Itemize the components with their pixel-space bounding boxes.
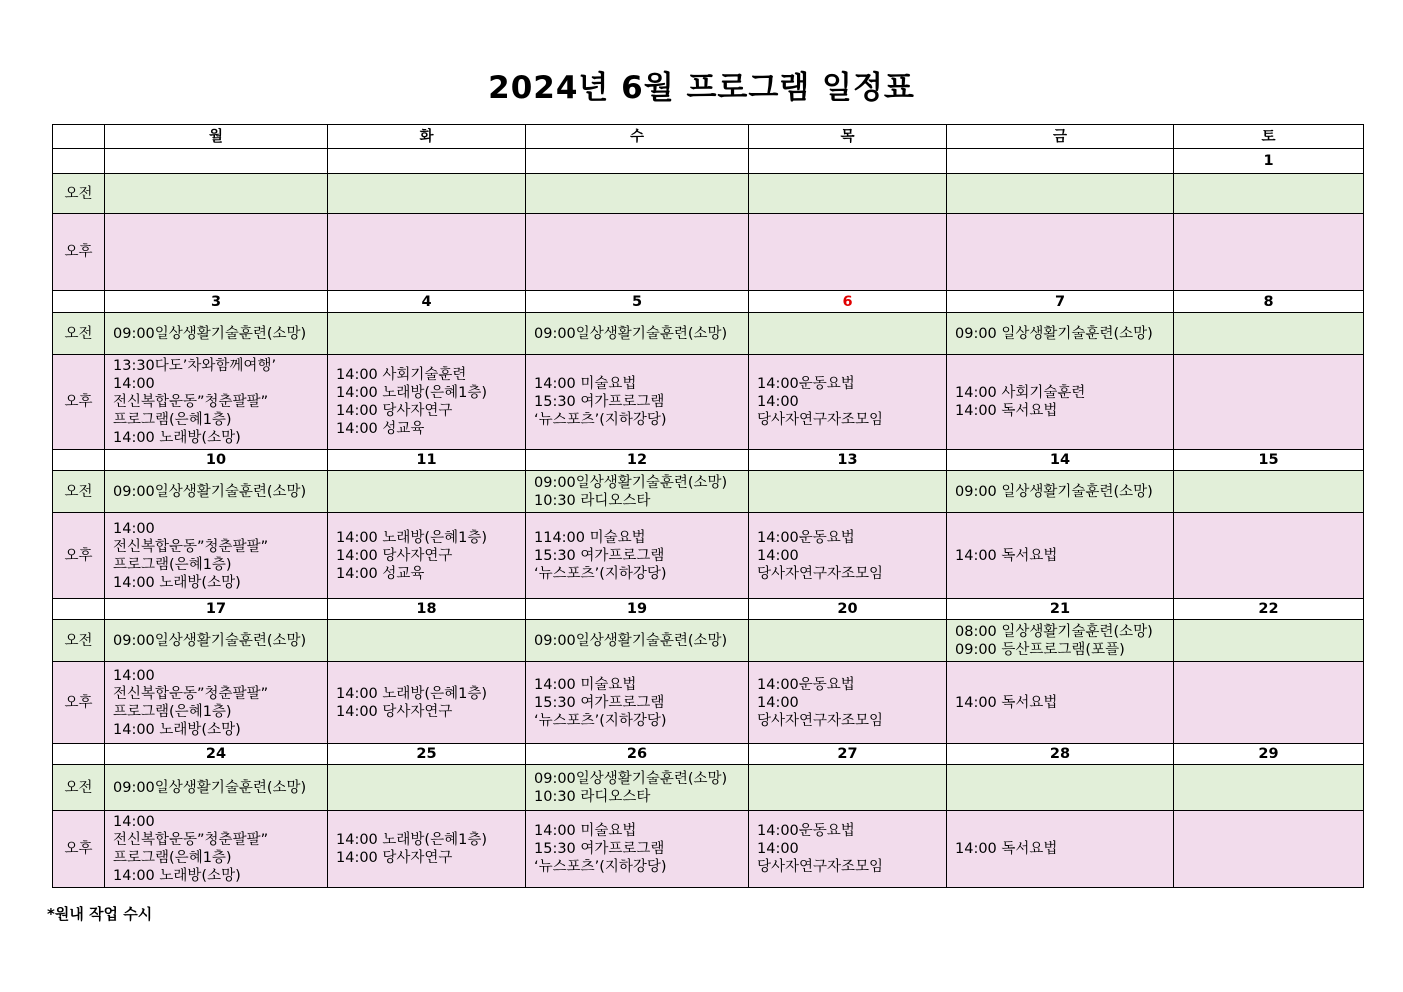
program-entry: 14:00 — [757, 547, 799, 564]
date-number: 25 — [328, 744, 526, 765]
program-entry: 15:30 여가프로그램 — [534, 394, 665, 410]
date-number: 12 — [526, 450, 749, 471]
program-entry: 14:00 당사자연구 — [336, 850, 453, 866]
date-number: 22 — [1174, 599, 1364, 620]
program-entry: 09:00일상생활기술훈련(소망) — [534, 474, 728, 491]
schedule-cell — [947, 174, 1174, 214]
program-entry: 14:00 — [113, 520, 155, 537]
program-entry: 전신복합운동”청춘팔팔” — [113, 685, 269, 702]
program-entry: 14:00 사회기술훈련 — [336, 367, 467, 383]
program-entry: 14:00 노래방(소망) — [113, 721, 241, 738]
date-row-spacer — [53, 744, 105, 765]
afternoon-row — [53, 214, 1364, 291]
date-number — [749, 149, 947, 174]
schedule-cell — [947, 620, 1174, 662]
program-entry: 14:00 — [757, 394, 799, 410]
date-number: 26 — [526, 744, 749, 765]
date-row-spacer — [53, 149, 105, 174]
schedule-cell — [105, 662, 328, 744]
program-entry: 14:00 당사자연구 — [336, 703, 453, 720]
schedule-cell — [105, 513, 328, 599]
date-number: 28 — [947, 744, 1174, 765]
program-entry: 14:00 성교육 — [336, 421, 425, 437]
date-number: 3 — [105, 291, 328, 313]
date-number: 14 — [947, 450, 1174, 471]
morning-row — [53, 765, 1364, 811]
program-entry: 09:00일상생활기술훈련(소망) — [534, 770, 728, 787]
schedule-cell — [749, 471, 947, 513]
date-number: 5 — [526, 291, 749, 313]
morning-label: 오전 — [53, 313, 105, 355]
schedule-cell — [947, 214, 1174, 291]
program-entry: ‘뉴스포츠’(지하강당) — [534, 565, 667, 582]
date-number — [526, 149, 749, 174]
schedule-cell — [749, 313, 947, 355]
program-entry: 14:00운동요법 — [757, 823, 855, 839]
schedule-cell — [105, 620, 328, 662]
date-row — [53, 450, 1364, 471]
program-entry: 프로그램(은혜1층) — [113, 703, 232, 720]
date-number: 21 — [947, 599, 1174, 620]
date-number: 8 — [1174, 291, 1364, 313]
program-entry: 09:00일상생활기술훈련(소망) — [534, 325, 728, 342]
schedule-cell — [328, 471, 526, 513]
afternoon-label: 오후 — [53, 214, 105, 291]
corner-cell — [53, 125, 105, 149]
program-entry: 09:00일상생활기술훈련(소망) — [113, 632, 307, 649]
schedule-cell — [526, 174, 749, 214]
program-entry: 14:00 독서요법 — [955, 547, 1058, 564]
schedule-cell — [105, 471, 328, 513]
schedule-table — [52, 124, 1364, 888]
morning-row — [53, 313, 1364, 355]
program-entry: 14:00 독서요법 — [955, 694, 1058, 711]
schedule-cell — [947, 662, 1174, 744]
date-number: 7 — [947, 291, 1174, 313]
morning-row — [53, 174, 1364, 214]
program-entry: 14:00 노래방(소망) — [113, 574, 241, 591]
date-row-spacer — [53, 291, 105, 313]
morning-row — [53, 471, 1364, 513]
schedule-cell — [749, 765, 947, 811]
schedule-cell — [749, 214, 947, 291]
weekday-header-row — [53, 125, 1364, 149]
program-entry: 14:00 사회기술훈련 — [955, 385, 1086, 401]
date-row — [53, 599, 1364, 620]
program-entry: 15:30 여가프로그램 — [534, 694, 665, 711]
schedule-cell — [947, 313, 1174, 355]
program-entry: 09:00 등산프로그램(포플) — [955, 641, 1125, 658]
weekday-header: 화 — [328, 125, 526, 149]
date-row — [53, 744, 1364, 765]
morning-label: 오전 — [53, 174, 105, 214]
program-entry: 프로그램(은혜1층) — [113, 556, 232, 573]
program-entry: 14:00 성교육 — [336, 565, 425, 582]
program-entry: 14:00운동요법 — [757, 376, 855, 392]
afternoon-row — [53, 811, 1364, 888]
weekday-header: 월 — [105, 125, 328, 149]
schedule-cell — [526, 513, 749, 599]
weekday-header: 토 — [1174, 125, 1364, 149]
afternoon-row — [53, 662, 1364, 744]
weekday-header: 목 — [749, 125, 947, 149]
program-entry: 당사자연구자조모임 — [757, 859, 884, 875]
program-entry: 14:00운동요법 — [757, 676, 855, 693]
schedule-cell — [947, 765, 1174, 811]
schedule-cell — [105, 765, 328, 811]
schedule-cell — [1174, 620, 1364, 662]
program-entry: 14:00 — [757, 694, 799, 711]
date-number: 15 — [1174, 450, 1364, 471]
schedule-cell — [749, 513, 947, 599]
program-entry: 14:00 노래방(소망) — [113, 430, 241, 446]
date-number: 24 — [105, 744, 328, 765]
program-entry: 14:00 당사자연구 — [336, 547, 453, 564]
schedule-cell — [526, 214, 749, 291]
program-entry: 14:00 — [113, 667, 155, 684]
schedule-cell — [526, 313, 749, 355]
program-entry: 프로그램(은혜1층) — [113, 850, 232, 866]
program-entry: 프로그램(은혜1층) — [113, 412, 232, 428]
schedule-cell — [1174, 355, 1364, 450]
program-entry: 14:00 독서요법 — [955, 841, 1058, 857]
date-number: 1 — [1174, 149, 1364, 174]
program-entry: 14:00 — [757, 841, 799, 857]
footnote: *원내 작업 수시 — [47, 905, 153, 923]
schedule-cell — [328, 513, 526, 599]
afternoon-label: 오후 — [53, 355, 105, 450]
schedule-cell — [1174, 471, 1364, 513]
schedule-cell — [526, 620, 749, 662]
afternoon-label: 오후 — [53, 513, 105, 599]
date-row — [53, 149, 1364, 174]
program-entry: 14:00 미술요법 — [534, 823, 637, 839]
schedule-cell — [328, 620, 526, 662]
morning-label: 오전 — [53, 471, 105, 513]
schedule-cell — [526, 662, 749, 744]
program-entry: 14:00 독서요법 — [955, 403, 1058, 419]
date-number: 13 — [749, 450, 947, 471]
afternoon-label: 오후 — [53, 662, 105, 744]
program-entry: 114:00 미술요법 — [534, 529, 646, 546]
program-entry: ‘뉴스포츠’(지하강당) — [534, 412, 667, 428]
program-entry: 14:00 노래방(은혜1층) — [336, 832, 487, 848]
program-entry: 13:30다도’차와함께여행’ — [113, 358, 277, 374]
schedule-cell — [749, 174, 947, 214]
schedule-cell — [1174, 662, 1364, 744]
afternoon-label: 오후 — [53, 811, 105, 888]
program-entry: 당사자연구자조모임 — [757, 412, 884, 428]
date-number — [328, 149, 526, 174]
date-row-spacer — [53, 599, 105, 620]
program-entry: 14:00 노래방(은혜1층) — [336, 685, 487, 702]
program-entry: 09:00 일상생활기술훈련(소망) — [955, 325, 1153, 342]
program-entry: 08:00 일상생활기술훈련(소망) — [955, 623, 1153, 640]
program-entry: 09:00 일상생활기술훈련(소망) — [955, 483, 1153, 500]
program-entry: 09:00일상생활기술훈련(소망) — [534, 632, 728, 649]
date-number: 17 — [105, 599, 328, 620]
schedule-cell — [1174, 174, 1364, 214]
program-entry: 14:00 미술요법 — [534, 676, 637, 693]
date-row-spacer — [53, 450, 105, 471]
schedule-cell — [328, 313, 526, 355]
program-entry: 15:30 여가프로그램 — [534, 841, 665, 857]
schedule-cell — [1174, 765, 1364, 811]
schedule-cell — [526, 355, 749, 450]
schedule-cell — [749, 662, 947, 744]
afternoon-row — [53, 355, 1364, 450]
program-entry: 15:30 여가프로그램 — [534, 547, 665, 564]
schedule-cell — [749, 620, 947, 662]
program-entry: ‘뉴스포츠’(지하강당) — [534, 859, 667, 875]
program-entry: 09:00일상생활기술훈련(소망) — [113, 325, 307, 342]
schedule-cell — [947, 811, 1174, 888]
schedule-cell — [1174, 513, 1364, 599]
schedule-cell — [526, 765, 749, 811]
program-entry: ‘뉴스포츠’(지하강당) — [534, 712, 667, 729]
date-number: 29 — [1174, 744, 1364, 765]
schedule-cell — [526, 811, 749, 888]
program-entry: 당사자연구자조모임 — [757, 565, 884, 582]
schedule-cell — [105, 174, 328, 214]
weekday-header: 수 — [526, 125, 749, 149]
afternoon-row — [53, 513, 1364, 599]
schedule-cell — [947, 471, 1174, 513]
schedule-cell — [328, 355, 526, 450]
program-entry: 14:00운동요법 — [757, 529, 855, 546]
program-entry: 14:00 노래방(소망) — [113, 868, 241, 884]
schedule-cell — [749, 355, 947, 450]
schedule-cell — [105, 811, 328, 888]
schedule-cell — [105, 313, 328, 355]
date-number — [947, 149, 1174, 174]
program-entry: 전신복합운동”청춘팔팔” — [113, 394, 269, 410]
schedule-cell — [526, 471, 749, 513]
date-number — [105, 149, 328, 174]
schedule-cell — [328, 811, 526, 888]
schedule-cell — [328, 214, 526, 291]
program-entry: 14:00 노래방(은혜1층) — [336, 529, 487, 546]
morning-row — [53, 620, 1364, 662]
date-number: 27 — [749, 744, 947, 765]
schedule-cell — [947, 355, 1174, 450]
program-entry: 10:30 라디오스타 — [534, 788, 651, 805]
morning-label: 오전 — [53, 765, 105, 811]
date-number: 19 — [526, 599, 749, 620]
date-number: 18 — [328, 599, 526, 620]
date-row — [53, 291, 1364, 313]
page-title: 2024년 6월 프로그램 일정표 — [488, 70, 915, 106]
schedule-cell — [105, 355, 328, 450]
schedule-cell — [749, 811, 947, 888]
program-entry: 14:00 — [113, 376, 155, 392]
program-entry: 09:00일상생활기술훈련(소망) — [113, 483, 307, 500]
program-entry: 14:00 미술요법 — [534, 376, 637, 392]
schedule-cell — [105, 214, 328, 291]
date-number: 4 — [328, 291, 526, 313]
schedule-cell — [1174, 811, 1364, 888]
schedule-cell — [947, 513, 1174, 599]
program-entry: 14:00 노래방(은혜1층) — [336, 385, 487, 401]
schedule-cell — [328, 174, 526, 214]
program-entry: 당사자연구자조모임 — [757, 712, 884, 729]
program-entry: 14:00 — [113, 814, 155, 830]
schedule-cell — [1174, 214, 1364, 291]
weekday-header: 금 — [947, 125, 1174, 149]
program-entry: 14:00 당사자연구 — [336, 403, 453, 419]
program-entry: 전신복합운동”청춘팔팔” — [113, 832, 269, 848]
program-entry: 10:30 라디오스타 — [534, 492, 651, 509]
schedule-cell — [328, 765, 526, 811]
holiday-date-number: 6 — [749, 291, 947, 313]
schedule-cell — [1174, 313, 1364, 355]
date-number: 20 — [749, 599, 947, 620]
program-entry: 09:00일상생활기술훈련(소망) — [113, 779, 307, 796]
program-entry: 전신복합운동”청춘팔팔” — [113, 538, 269, 555]
date-number: 10 — [105, 450, 328, 471]
date-number: 11 — [328, 450, 526, 471]
morning-label: 오전 — [53, 620, 105, 662]
schedule-cell — [328, 662, 526, 744]
